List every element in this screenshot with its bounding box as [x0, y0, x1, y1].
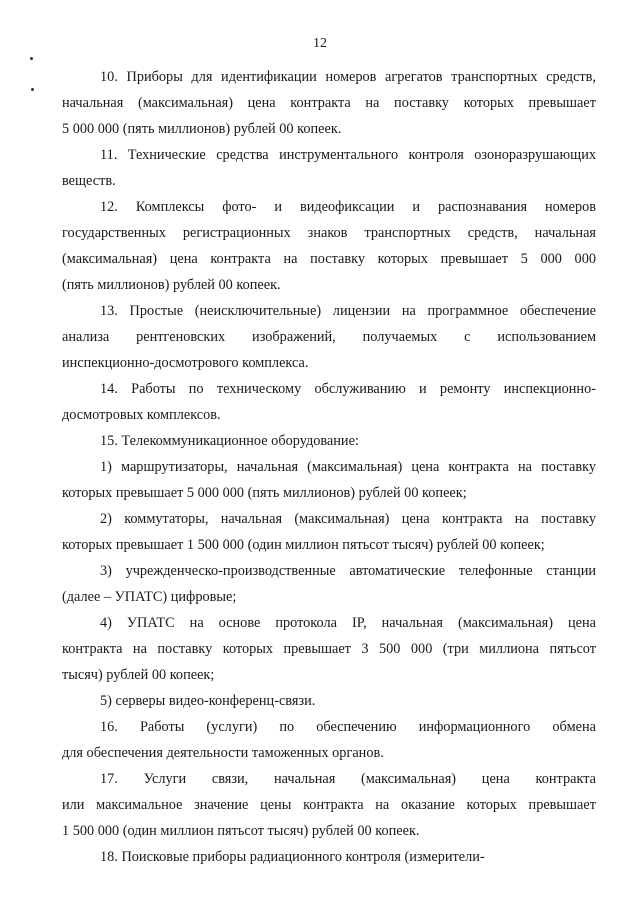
- text-line: 3) учрежденческо-производственные автоматические телефонные станции: [100, 563, 596, 579]
- text-line: контракта на поставку которых превышает 3 500 000 (три миллиона пятьсот: [62, 641, 596, 657]
- text-line: 5) серверы видео-конференц-связи.: [100, 693, 316, 709]
- text-line: инспекционно-досмотрового комплекса.: [62, 355, 309, 371]
- text-line: 17. Услуги связи, начальная (максимальная) цена контракта: [100, 771, 596, 787]
- text-line: 10. Приборы для идентификации номеров агрегатов транспортных средств,: [100, 69, 596, 85]
- text-line: или максимальное значение цены контракта на оказание которых превышает: [62, 797, 596, 813]
- text-line: досмотровых комплексов.: [62, 407, 221, 423]
- text-line: 13. Простые (неисключительные) лицензии на программное обеспечение: [100, 303, 596, 319]
- text-line: 15. Телекоммуникационное оборудование:: [100, 433, 359, 449]
- scan-mark: [30, 57, 33, 60]
- page-number: 12: [313, 36, 327, 51]
- text-line: 1) маршрутизаторы, начальная (максимальная) цена контракта на поставку: [100, 459, 596, 475]
- text-line: (пять миллионов) рублей 00 копеек.: [62, 277, 281, 293]
- text-line: которых превышает 5 000 000 (пять миллионов) рублей 00 копеек;: [62, 485, 467, 501]
- text-line: 18. Поисковые приборы радиационного контроля (измерители-: [100, 849, 485, 865]
- text-line: начальная (максимальная) цена контракта на поставку которых превышает: [62, 95, 596, 111]
- text-line: 11. Технические средства инструментального контроля озоноразрушающих: [100, 147, 596, 163]
- text-line: 4) УПАТС на основе протокола IP, начальная (максимальная) цена: [100, 615, 596, 631]
- text-line: тысяч) рублей 00 копеек;: [62, 667, 215, 683]
- text-line: (далее – УПАТС) цифровые;: [62, 589, 237, 605]
- text-line: которых превышает 1 500 000 (один миллион пятьсот тысяч) рублей 00 копеек;: [62, 537, 545, 553]
- text-line: 2) коммутаторы, начальная (максимальная) цена контракта на поставку: [100, 511, 596, 527]
- text-line: государственных регистрационных знаков транспортных средств, начальная: [62, 225, 596, 241]
- text-line: (максимальная) цена контракта на поставку которых превышает 5 000 000: [62, 251, 596, 267]
- text-line: 1 500 000 (один миллион пятьсот тысяч) рублей 00 копеек.: [62, 823, 420, 839]
- text-line: для обеспечения деятельности таможенных органов.: [62, 745, 384, 761]
- document-body: [62, 64, 596, 870]
- text-line: 5 000 000 (пять миллионов) рублей 00 копеек.: [62, 121, 342, 137]
- scan-mark: [31, 88, 34, 91]
- text-line: веществ.: [62, 173, 116, 189]
- text-line: 12. Комплексы фото- и видеофиксации и распознавания номеров: [100, 199, 596, 215]
- text-line: 14. Работы по техническому обслуживанию и ремонту инспекционно-: [100, 381, 596, 397]
- text-line: 16. Работы (услуги) по обеспечению информационного обмена: [100, 719, 596, 735]
- text-line: анализа рентгеновских изображений, получаемых с использованием: [62, 329, 596, 345]
